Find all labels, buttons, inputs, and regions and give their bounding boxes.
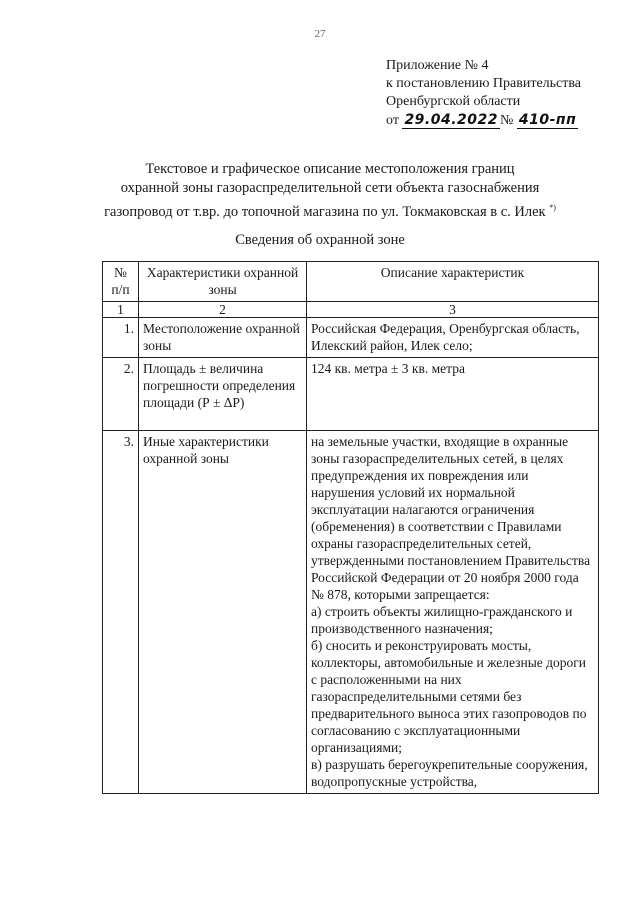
restriction-item-a: а) строить объекты жилищно-гражданского и производственного назначения; <box>311 604 573 636</box>
table-row <box>103 358 599 431</box>
from-label: от <box>386 113 399 128</box>
table-row <box>103 318 599 358</box>
appendix-date-line <box>386 111 581 130</box>
title-line-2: охранной зоны газораспределительной сети объекта газоснабжения <box>120 180 540 196</box>
title-line-3: газопровод от т.вр. до топочной магазина по ул. Токмаковская в с. Илек *) <box>104 203 556 220</box>
section-subtitle: Сведения об охранной зоне <box>235 232 405 248</box>
row-characteristic: Площадь ± величина погрешности определения площади (Р ± ΔР) <box>139 358 307 431</box>
table-header-row <box>103 262 599 302</box>
appendix-block <box>386 57 581 130</box>
number-sign: № <box>500 113 514 128</box>
row-characteristic: Местоположение охранной зоны <box>139 318 307 358</box>
document-title <box>80 160 580 222</box>
handwritten-date: 29.04.2022 <box>404 112 499 128</box>
restriction-item-b: б) сносить и реконструировать мосты, коллекторы, автомобильные и железные дороги с расположенными на них газораспределительными сетями без предварительного выноса этих газопроводов по согласованию с эксплуатационными организациями; <box>311 638 587 755</box>
table-row <box>103 431 599 794</box>
appendix-line-2: к постановлению Правительства <box>386 76 582 91</box>
row-description <box>307 431 599 794</box>
footnote-mark: *) <box>549 203 556 212</box>
handwritten-number: 410-пп <box>518 112 577 128</box>
row-number: 2. <box>103 358 139 431</box>
row-characteristic: Иные характеристики охранной зоны <box>139 431 307 794</box>
row-description: 124 кв. метра ± 3 кв. метра <box>307 358 599 431</box>
index-cell-1: 1 <box>103 302 139 318</box>
index-cell-3: 3 <box>307 302 599 318</box>
restriction-item-c: в) разрушать берегоукрепительные сооружения, водопропускные устройства, <box>311 757 588 789</box>
header-number: № п/п <box>103 262 139 302</box>
header-characteristics: Характеристики охранной зоны <box>139 262 307 302</box>
row-description: Российская Федерация, Оренбургская область, Илекский район, Илек село; <box>307 318 599 358</box>
restrictions-intro: на земельные участки, входящие в охранные зоны газораспределительных сетей, в целях предупреждения их повреждения или нарушения условий их нормальной эксплуатации налагаются ограничения (обременения) в соответствии с Правилами охраны газораспределительных сетей, утвержденными постановлением Правительства Российской Федерации от 20 ноября 2000 года № 878, которыми запрещается: <box>311 434 591 602</box>
appendix-line-1: Приложение № 4 <box>386 58 489 73</box>
title-line-1: Текстовое и графическое описание местоположения границ <box>145 161 515 177</box>
table-index-row <box>103 302 599 318</box>
row-number: 1. <box>103 318 139 358</box>
appendix-line-3: Оренбургской области <box>386 94 521 109</box>
row-number: 3. <box>103 431 139 794</box>
header-description: Описание характеристик <box>307 262 599 302</box>
page-number: 27 <box>314 28 326 40</box>
zone-info-table <box>102 261 599 794</box>
index-cell-2: 2 <box>139 302 307 318</box>
